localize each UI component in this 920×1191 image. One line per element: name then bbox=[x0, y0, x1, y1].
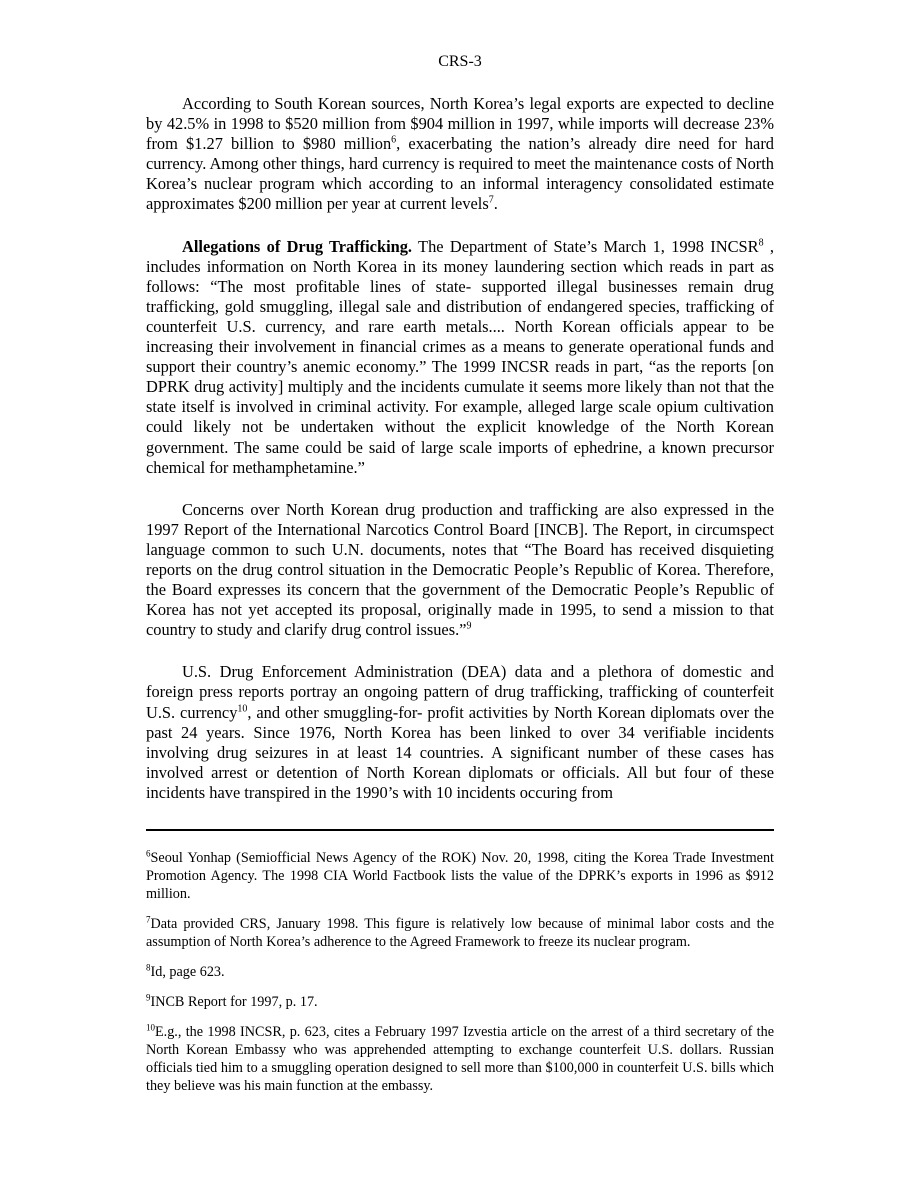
paragraph-text: According to South Korean sources, North Korea’s legal exports are expected to decline by 42.5% in 1998 to $520 million from $904 million in 1997, while imports will decrease 23% from $1.27 billion to $980 million bbox=[146, 94, 774, 154]
paragraph-text: U.S. Drug Enforcement Administration (DEA) data and a plethora of domestic and foreign press reports portray an ongoing pattern of drug trafficking, trafficking of counterfeit U.S. currency bbox=[146, 662, 774, 722]
footnote-ref-9[interactable]: 9 bbox=[466, 620, 472, 632]
footnote-ref-8[interactable]: 8 bbox=[758, 237, 764, 249]
page-number-label: CRS-3 bbox=[438, 53, 482, 70]
paragraph-text: , includes information on North Korea in its money laundering section which reads in part as follows: “The most profitable lines of state- supported illegal businesses remain drug trafficking, gold smuggling, illegal sale and distribution of endangered species, trafficking of counterfeit U.S. currency, and rare earth metals.... North Korean officials appear to be increasing their involvement in financial crimes as a means to generate operational funds and support their country’s anemic economy.” The 1999 INCSR reads in part, “as the reports [on DPRK drug activity] multiply and the incidents cumulate it seems more likely than not that the state itself is involved in criminal activity. For example, alleged large scale opium cultivation could likely not be undertaken without the explicit knowledge of the North Korean government. The same could be said of large scale imports of ephedrine, a known precursor chemical for methamphetamine.” bbox=[146, 236, 774, 477]
footnote-ref-6[interactable]: 6 bbox=[391, 134, 397, 146]
paragraph-drug-allegations bbox=[146, 237, 774, 478]
footnote-number: 7 bbox=[146, 914, 151, 925]
footnote-9 bbox=[146, 993, 774, 1011]
paragraph-incb-concerns bbox=[146, 500, 774, 641]
footnote-text: Seoul Yonhap (Semiofficial News Agency of the ROK) Nov. 20, 1998, citing the Korea Trade Investment Promotion Agency. The 1998 CIA World Factbook lists the value of the DPRK’s exports in 1996 as $912 million. bbox=[146, 850, 774, 902]
paragraph-export-decline bbox=[146, 94, 774, 215]
footnote-text: Id, page 623. bbox=[150, 964, 225, 980]
footnote-6 bbox=[146, 849, 774, 903]
footnote-number: 8 bbox=[146, 962, 151, 973]
footnote-7 bbox=[146, 915, 774, 951]
footnote-text: INCB Report for 1997, p. 17. bbox=[150, 994, 318, 1010]
paragraph-text: The Department of State’s March 1, 1998 INCSR bbox=[412, 236, 759, 256]
footnote-10 bbox=[146, 1023, 774, 1095]
paragraph-text: , exacerbating the nation’s already dire need for hard currency. Among other things, hard currency is required to meet the maintenance costs of North Korea’s nuclear program which according to an informal interagency consolidated estimate approximates $200 million per year at current levels bbox=[146, 134, 774, 214]
footnote-ref-10[interactable]: 10 bbox=[237, 703, 248, 715]
section-heading: Allegations of Drug Trafficking. bbox=[182, 236, 413, 256]
paragraph-text: Concerns over North Korean drug production and trafficking are also expressed in the 1997 Report of the International Narcotics Control Board [INCB]. The Report, in circumspect language common to such U.N. documents, notes that “The Board has received disquieting reports on the drug control situation in the Democratic People’s Republic of Korea. Therefore, the Board expresses its concern that the government of the Democratic People’s Republic of Korea has not yet accepted its proposal, originally made in 1995, to send a mission to that country to study and clarify drug control issues.” bbox=[146, 499, 774, 640]
footnotes-section bbox=[146, 849, 774, 1107]
footnote-divider bbox=[146, 829, 774, 831]
paragraph-dea-data bbox=[146, 662, 774, 803]
paragraph-text: , and other smuggling-for- profit activities by North Korean diplomats over the past 24 years. Since 1976, North Korea has been linked to over 34 verifiable incidents involving drug seizures in at least 14 countries. A significant number of these cases has involved arrest or detention of North Korean diplomats or officials. All but four of these incidents have transpired in the 1990’s with 10 incidents occuring from bbox=[146, 702, 774, 802]
page-body bbox=[146, 52, 774, 803]
main-text bbox=[146, 94, 774, 803]
footnote-ref-7[interactable]: 7 bbox=[488, 195, 494, 206]
footnote-number: 6 bbox=[146, 848, 151, 859]
footnote-8 bbox=[146, 963, 774, 981]
paragraph-text: . bbox=[493, 194, 498, 214]
page-header bbox=[146, 52, 774, 72]
footnote-number: 9 bbox=[146, 992, 151, 1003]
footnote-number: 10 bbox=[146, 1022, 155, 1033]
footnote-text: E.g., the 1998 INCSR, p. 623, cites a February 1997 Izvestia article on the arrest of a third secretary of the North Korean Embassy who was apprehended attempting to exchange counterfeit U.S. dollars. Russian officials tied him to a smuggling operation designed to sell more than $100,000 in counterfeit U.S. bills which they believe was his main function at the embassy. bbox=[146, 1024, 774, 1094]
footnote-text: Data provided CRS, January 1998. This figure is relatively low because of minimal labor costs and the assumption of North Korea’s adherence to the Agreed Framework to freeze its nuclear program. bbox=[146, 916, 774, 950]
